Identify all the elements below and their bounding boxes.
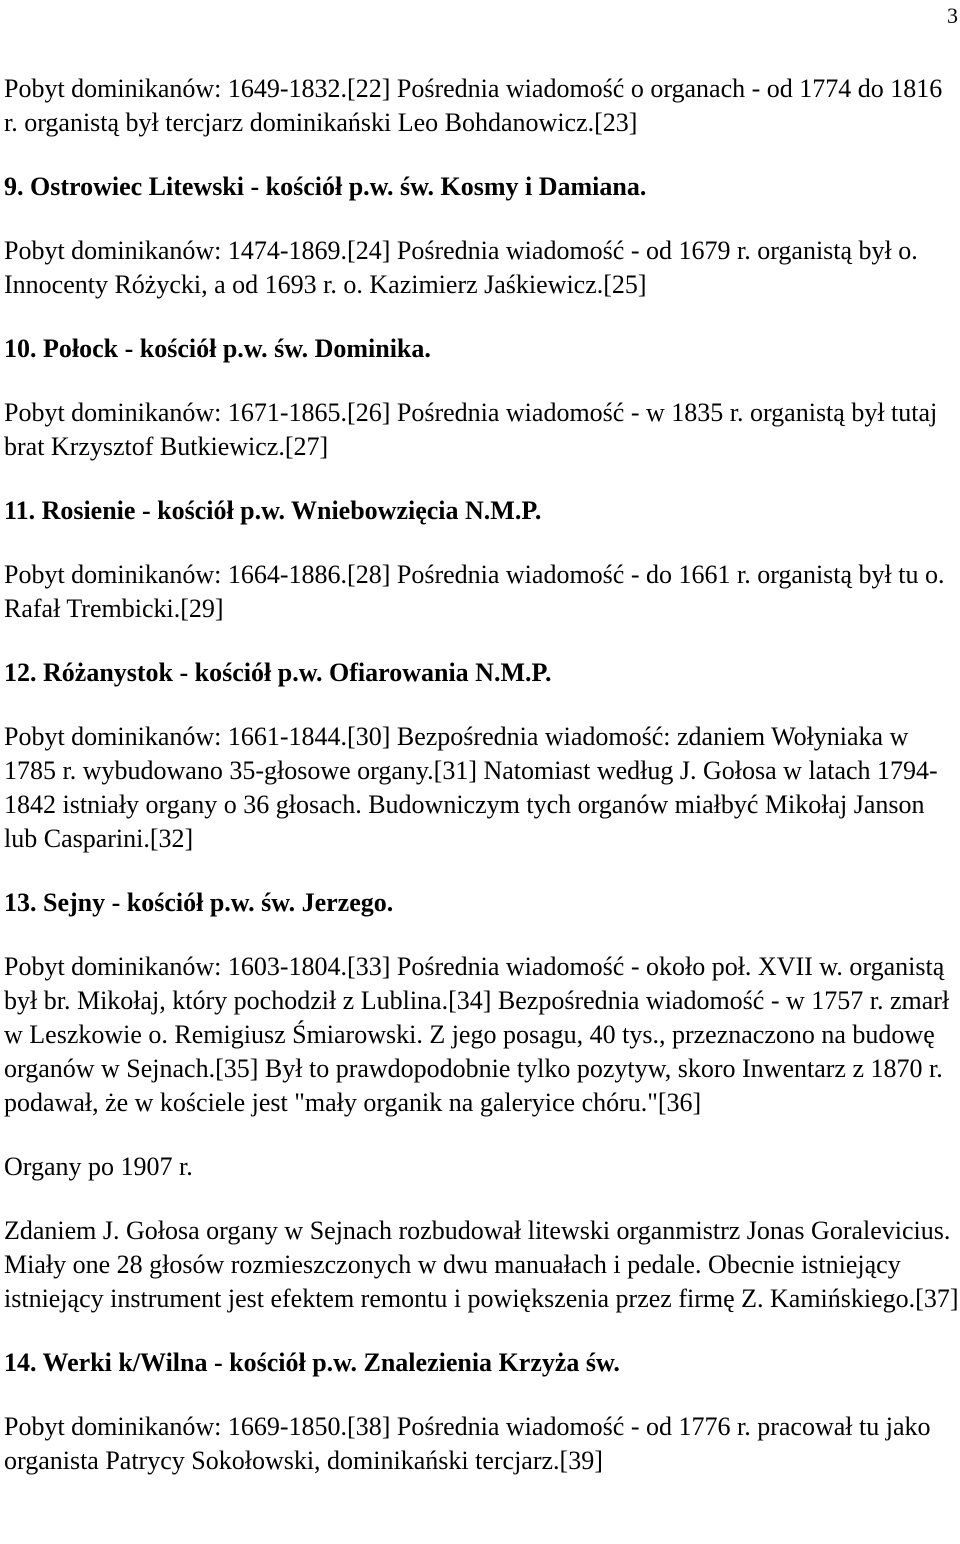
paragraph-rosienie: Pobyt dominikanów: 1664-1886.[28] Pośrednia wiadomość - do 1661 r. organistą był tu o. Rafał Trembicki.[29] (4, 560, 945, 623)
heading-14-werki: 14. Werki k/Wilna - kościół p.w. Znalezienia Krzyża św. (4, 1348, 620, 1377)
heading-11-rosienie: 11. Rosienie - kościół p.w. Wniebowzięcia N.M.P. (4, 496, 542, 525)
paragraph-rozanystok: Pobyt dominikanów: 1661-1844.[30] Bezpośrednia wiadomość: zdaniem Wołyniaka w 1785 r. wybudowano 35-głosowe organy.[31] Natomiast według J. Gołosa w latach 1794-1842 istniały organy o 36 głosach. Budowniczym tych organów miałbyć Mikołaj Janson lub Casparini.[32] (4, 722, 938, 853)
paragraph-ostrowiec-previous-tail: Pobyt dominikanów: 1649-1832.[22] Pośrednia wiadomość o organach - od 1774 do 1816 r. organistą był tercjarz dominikański Leo Bohdanowicz.[23] (4, 74, 943, 137)
paragraph-werki: Pobyt dominikanów: 1669-1850.[38] Pośrednia wiadomość - od 1776 r. pracował tu jako organista Patrycy Sokołowski, dominikański tercjarz.[39] (4, 1412, 931, 1475)
heading-12-rozanystok: 12. Różanystok - kościół p.w. Ofiarowania N.M.P. (4, 658, 552, 687)
page-number: 3 (947, 3, 958, 28)
heading-13-sejny: 13. Sejny - kościół p.w. św. Jerzego. (4, 888, 394, 917)
paragraph-polock: Pobyt dominikanów: 1671-1865.[26] Pośrednia wiadomość - w 1835 r. organistą był tutaj brat Krzysztof Butkiewicz.[27] (4, 398, 938, 461)
paragraph-golos-sejny: Zdaniem J. Gołosa organy w Sejnach rozbudował litewski organmistrz Jonas Goralevicius. Miały one 28 głosów rozmieszczonych w dwu manuałach i pedale. Obecnie istniejący istniejący instrument jest efektem remontu i powiększenia przez firmę Z. Kamińskiego.[37] (4, 1216, 959, 1313)
paragraph-organy-po-1907: Organy po 1907 r. (4, 1152, 193, 1181)
heading-9-ostrowiec: 9. Ostrowiec Litewski - kościół p.w. św. Kosmy i Damiana. (4, 172, 647, 201)
paragraph-sejny: Pobyt dominikanów: 1603-1804.[33] Pośrednia wiadomość - około poł. XVII w. organistą był br. Mikołaj, który pochodził z Lublina.[34] Bezpośrednia wiadomość - w 1757 r. zmarł w Leszkowie o. Remigiusz Śmiarowski. Z jego posagu, 40 tys., przeznaczono na budowę organów w Sejnach.[35] Był to prawdopodobnie tylko pozytyw, skoro Inwentarz z 1870 r. podawał, że w kościele jest "mały organik na galeryice chóru."[36] (4, 952, 950, 1117)
heading-10-polock: 10. Połock - kościół p.w. św. Dominika. (4, 334, 431, 363)
document-body (4, 72, 960, 1508)
paragraph-ostrowiec: Pobyt dominikanów: 1474-1869.[24] Pośrednia wiadomość - od 1679 r. organistą był o. Innocenty Różycki, a od 1693 r. o. Kazimierz Jaśkiewicz.[25] (4, 236, 918, 299)
